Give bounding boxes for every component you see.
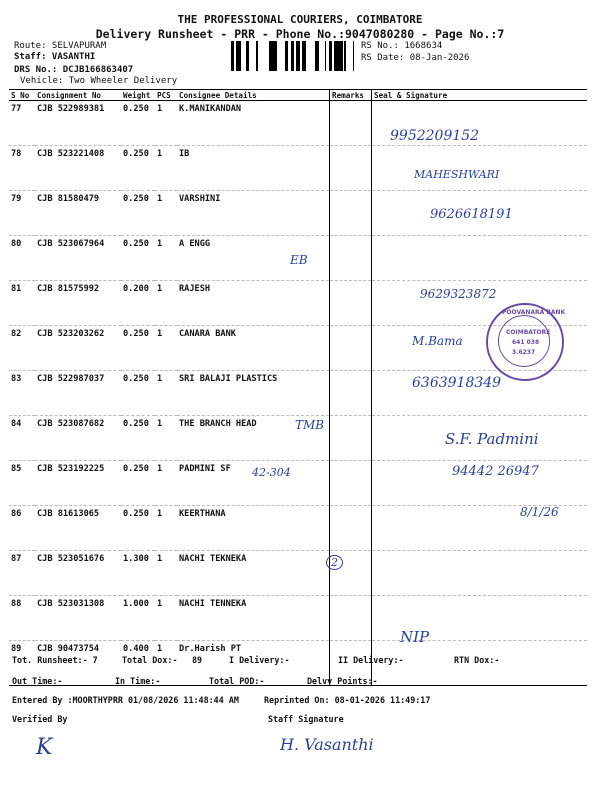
weight-cell: 1.300 [121,551,155,596]
i-delivery: I Delivery:- [229,655,290,665]
consignee-cell: CANARA BANK [177,326,330,371]
remarks-cell [330,101,372,146]
pcs-cell: 1 [155,641,177,686]
serial-cell: 86 [9,506,35,551]
pcs-cell: 1 [155,326,177,371]
pcs-cell: 1 [155,551,177,596]
remark-84: TMB [295,418,325,432]
reprinted-on: Reprinted On: 08-01-2026 11:49:17 [264,695,431,705]
company-title: THE PROFESSIONAL COURIERS, COIMBATORE [177,13,423,26]
remarks-cell [330,281,372,326]
column-header: Weight [121,90,155,101]
consignee-cell: IB [177,146,330,191]
consignment-cell: CJB 522989381 [35,101,121,146]
consignment-cell: CJB 523051676 [35,551,121,596]
consignee-cell: Dr.Harish PT [177,641,330,686]
serial-cell: 79 [9,191,35,236]
column-header: S No [9,90,35,101]
staff-signature: H. Vasanthi [280,735,374,754]
consignee-cell: NACHI TENNEKA [177,596,330,641]
signature-89-note: NIP [400,628,430,646]
signature-cell [372,551,588,596]
remarks-cell [330,371,372,416]
weight-cell: 0.250 [121,416,155,461]
signature-77-phone: 9952209152 [390,128,480,144]
remarks-cell [330,326,372,371]
serial-cell: 88 [9,596,35,641]
entered-by: Entered By :MOORTHYPRR 01/08/2026 11:48:44 AM [12,695,239,705]
rtn-dox: RTN Dox:- [454,655,500,665]
out-time: Out Time:- [12,676,63,686]
pcs-cell: 1 [155,596,177,641]
consignment-cell: CJB 523067964 [35,236,121,281]
pcs-cell: 1 [155,281,177,326]
verified-signature: K [36,735,53,760]
consignee-cell: KEERTHANA [177,506,330,551]
pcs-cell: 1 [155,191,177,236]
serial-cell: 89 [9,641,35,686]
serial-cell: 78 [9,146,35,191]
consignee-cell: A ENGG [177,236,330,281]
staff-label: Staff: VASANTHI [14,52,96,62]
weight-cell: 0.250 [121,326,155,371]
consignment-cell: CJB 523192225 [35,461,121,506]
weight-cell: 0.250 [121,371,155,416]
runsheet-subtitle: Delivery Runsheet - PRR - Phone No.:9047080280 - Page No.:7 [95,27,505,41]
consignment-cell: CJB 90473754 [35,641,121,686]
weight-cell: 0.250 [121,191,155,236]
table-row [9,551,587,596]
serial-cell: 85 [9,461,35,506]
bank-seal-stamp: POOVANARA BANK COIMBATORE 641 038 3.6237 [486,303,564,381]
weight-cell: 0.250 [121,101,155,146]
table-row [9,101,587,146]
pcs-cell: 1 [155,461,177,506]
column-header: Consignment No [35,90,121,101]
remarks-cell [330,596,372,641]
consignment-cell: CJB 81580479 [35,191,121,236]
pcs-cell: 1 [155,101,177,146]
consignment-cell: CJB 523087682 [35,416,121,461]
weight-cell: 0.250 [121,461,155,506]
weight-cell: 0.250 [121,506,155,551]
remark-87: 2 [326,555,343,570]
consignee-cell: K.MANIKANDAN [177,101,330,146]
staff-signature-label: Staff Signature [268,714,344,724]
pcs-cell: 1 [155,236,177,281]
serial-cell: 81 [9,281,35,326]
total-dox-label: Total Dox:- [122,655,178,665]
weight-cell: 0.250 [121,146,155,191]
serial-cell: 84 [9,416,35,461]
drs-label: DRS No.: DCJB166863407 [14,65,134,75]
vehicle-label: Vehicle: Two Wheeler Delivery [20,76,178,86]
column-header: Seal & Signature [372,90,588,101]
weight-cell: 0.200 [121,281,155,326]
remarks-cell [330,236,372,281]
table-header-row [9,90,587,101]
serial-cell: 80 [9,236,35,281]
consignment-cell: CJB 81613065 [35,506,121,551]
signature-cell [372,236,588,281]
column-header: Remarks [330,90,372,101]
serial-cell: 87 [9,551,35,596]
signature-78-name: MAHESHWARI [414,168,500,181]
pcs-cell: 1 [155,146,177,191]
delvy-points: Delvy Points:- [307,676,378,686]
consignee-cell: NACHI TEKNEKA [177,551,330,596]
consignment-cell: CJB 81575992 [35,281,121,326]
route-label: Route: SELVAPURAM [14,41,107,51]
consignment-cell: CJB 523203262 [35,326,121,371]
serial-cell: 83 [9,371,35,416]
signature-82-name: M.Bama [412,334,463,348]
column-header: Consignee Details [177,90,330,101]
signature-81-phone: 9629323872 [420,287,497,301]
tot-runsheet: Tot. Runsheet:- 7 [12,655,98,665]
consignee-cell: THE BRANCH HEAD [177,416,330,461]
total-dox-value: 89 [192,655,203,665]
signature-85-phone: 94442 26947 [452,464,539,479]
signature-83-phone: 6363918349 [412,375,502,391]
remarks-cell [330,416,372,461]
weight-cell: 0.250 [121,236,155,281]
consignee-cell: VARSHINI [177,191,330,236]
remarks-cell [330,191,372,236]
remark-86: 42-304 [252,466,291,479]
consignee-cell: SRI BALAJI PLASTICS [177,371,330,416]
ii-delivery: II Delivery:- [338,655,404,665]
consignment-cell: CJB 523031308 [35,596,121,641]
serial-cell: 82 [9,326,35,371]
verified-by-label: Verified By [12,714,68,724]
signature-79-phone: 9626618191 [430,207,513,222]
consignment-cell: CJB 523221408 [35,146,121,191]
consignment-cell: CJB 522987037 [35,371,121,416]
weight-cell: 1.000 [121,596,155,641]
table-row [9,506,587,551]
table-row [9,596,587,641]
column-header: PCS [155,90,177,101]
signature-86-date: 8/1/26 [520,505,559,519]
rs-date: RS Date: 08-Jan-2026 [361,53,470,63]
total-pod: Total POD:- [209,676,265,686]
signature-85-name: S.F. Padmini [445,430,539,448]
consignee-cell: PADMINI SF [177,461,330,506]
in-time: In Time:- [115,676,161,686]
pcs-cell: 1 [155,371,177,416]
barcode-image [229,41,356,71]
remarks-cell [330,146,372,191]
pcs-cell: 1 [155,416,177,461]
pcs-cell: 1 [155,506,177,551]
consignee-cell: RAJESH [177,281,330,326]
remarks-cell [330,461,372,506]
table-row [9,146,587,191]
rs-number: RS No.: 1668634 [361,41,443,51]
serial-cell: 77 [9,101,35,146]
weight-cell: 0.400 [121,641,155,686]
remarks-cell [330,506,372,551]
remark-80: EB [290,253,308,267]
